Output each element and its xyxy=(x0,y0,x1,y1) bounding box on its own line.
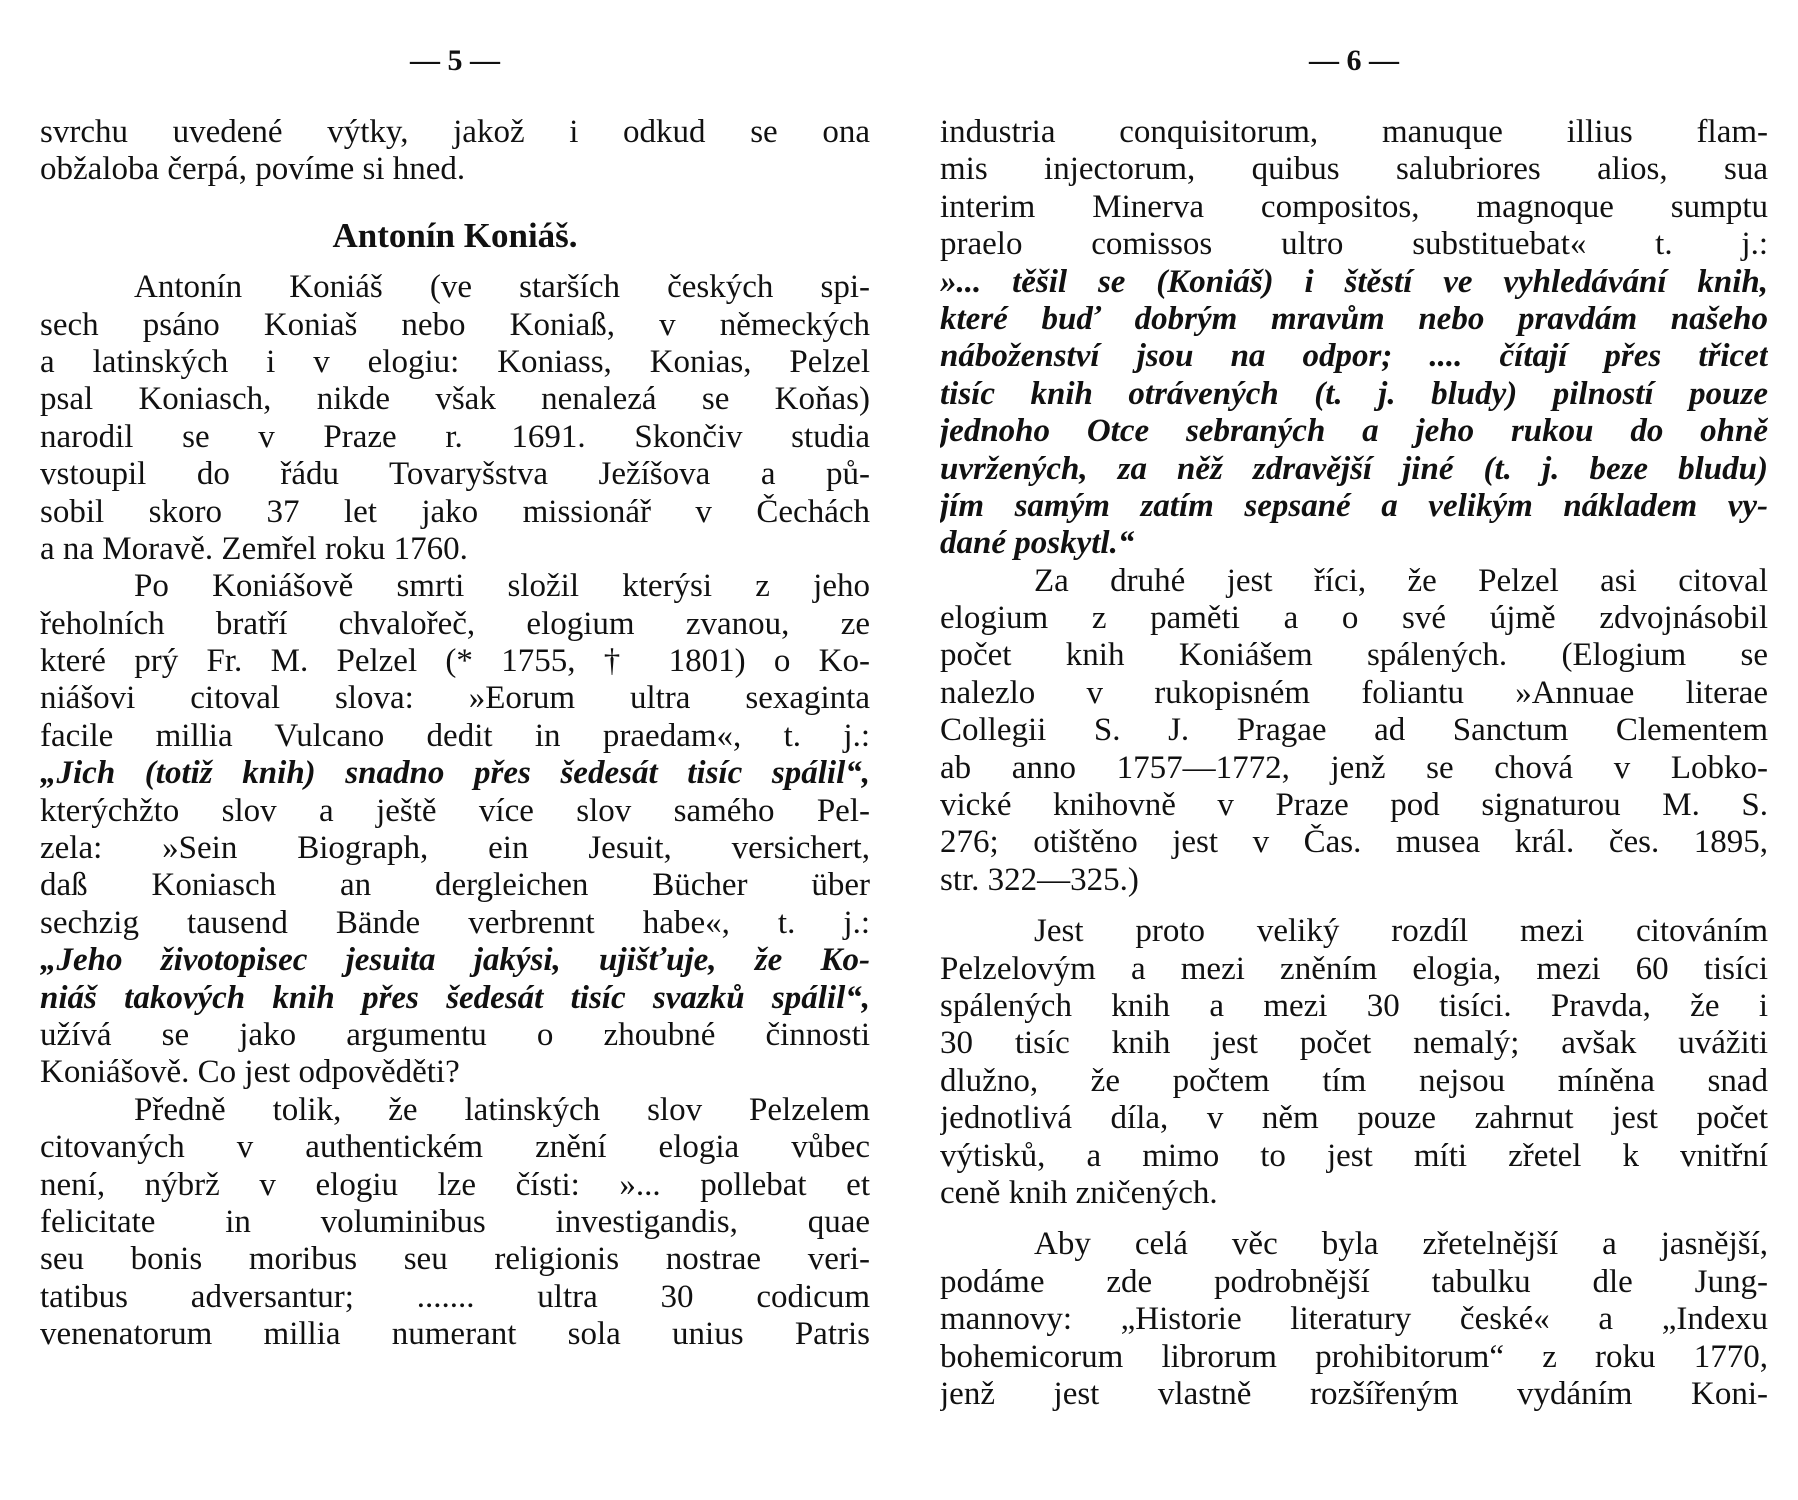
text-line: není, nýbrž v elogiu lze čísti: »... pollebat et xyxy=(40,1166,870,1203)
text-line: 30 tisíc knih jest počet nemalý; avšak uvážiti xyxy=(940,1025,1768,1062)
text-line xyxy=(940,413,1768,450)
text-line: Předně tolik, že latinských slov Pelzelem xyxy=(134,1091,870,1128)
text-line: str. 322—325.) xyxy=(940,861,1139,898)
text-line: a latinských i v elogiu: Koniass, Konias, Pelzel xyxy=(40,343,870,380)
text-line: tatibus adversantur; ....... ultra 30 codicum xyxy=(40,1278,870,1315)
text-line: řeholních bratří chvalořeč, elogium zvanou, ze xyxy=(40,605,870,642)
text-line: felicitate in voluminibus investigandis, quae xyxy=(40,1203,870,1240)
text-line xyxy=(40,942,870,979)
text-line: praelo comissos ultro substituebat« t. j.: xyxy=(940,226,1768,263)
text-line: citovaných v authentickém znění elogia vůbec xyxy=(40,1129,870,1166)
text-line: Collegii S. J. Pragae ad Sanctum Clementem xyxy=(940,712,1768,749)
italic-quote: uvržených, za něž zdravější jiné (t. j. beze bludu) xyxy=(940,450,1768,487)
text-line: 276; otištěno jest v Čas. musea král. čes. 1895, xyxy=(940,824,1768,861)
text-line xyxy=(940,525,1768,562)
text-line: niášovi citoval slova: »Eorum ultra sexaginta xyxy=(40,680,870,717)
text-line xyxy=(40,980,870,1017)
text-line: užívá se jako argumentu o zhoubné činnosti xyxy=(40,1016,870,1053)
text-line xyxy=(940,451,1768,488)
page-number: — 6 — xyxy=(1309,44,1399,77)
text-line: Za druhé jest říci, že Pelzel asi citoval xyxy=(1034,562,1768,599)
text-line xyxy=(40,755,870,792)
text-line xyxy=(940,488,1768,525)
text-line: interim Minerva compositos, magnoque sumptu xyxy=(940,188,1768,225)
text-line: industria conquisitorum, manuque illius flam- xyxy=(940,114,1768,150)
text-line: psal Koniasch, nikde však nenalezá se Koňas) xyxy=(40,381,870,418)
text-line: elogium z paměti a o své újmě zdvojnásobil xyxy=(940,600,1768,637)
text-line: sech psáno Koniaš nebo Koniaß, v německých xyxy=(40,306,870,343)
italic-quote: dané poskytl.“ xyxy=(940,525,1135,562)
right-page-text xyxy=(940,114,1768,1413)
text-line: vické knihovně v Praze pod signaturou M. S. xyxy=(940,787,1768,824)
italic-quote: niáš takových knih přes šedesát tisíc svazků spálil“, xyxy=(40,979,870,1016)
text-line: podáme zde podrobnější tabulku dle Jung- xyxy=(940,1263,1768,1300)
text-line xyxy=(940,376,1768,413)
text-line xyxy=(940,338,1768,375)
text-line: Aby celá věc byla zřetelnější a jasnější, xyxy=(1034,1226,1768,1263)
italic-quote: jím samým zatím sepsané a velikým nákladem vy- xyxy=(940,487,1768,524)
text-line: počet knih Koniášem spálených. (Elogium se xyxy=(940,637,1768,674)
page-number: — 5 — xyxy=(410,44,500,77)
text-line: jenž jest vlastně rozšířeným vydáním Koni- xyxy=(940,1375,1768,1412)
left-page-text xyxy=(40,114,870,1354)
text-line: výtisků, a mimo to jest míti zřetel k vnitřní xyxy=(940,1137,1768,1174)
text-line xyxy=(940,301,1768,338)
italic-quote: jednoho Otce sebraných a jeho rukou do ohně xyxy=(940,413,1768,450)
text-line: facile millia Vulcano dedit in praedam«, t. j.: xyxy=(40,717,870,754)
text-line: jednotlivá díla, v něm pouze zahrnut jest počet xyxy=(940,1100,1768,1137)
italic-quote: které buď dobrým mravům nebo pravdám našeho xyxy=(940,300,1768,337)
text-line: ab anno 1757—1772, jenž se chová v Lobko- xyxy=(940,749,1768,786)
text-line: sobil skoro 37 let jako missionář v Čechách xyxy=(40,493,870,530)
text-line: kterýchžto slov a ještě více slov samého Pel- xyxy=(40,792,870,829)
text-line: seu bonis moribus seu religionis nostrae veri- xyxy=(40,1241,870,1278)
text-line: obžaloba čerpá, povíme si hned. xyxy=(40,151,466,188)
text-line: bohemicorum librorum prohibitorum“ z roku 1770, xyxy=(940,1338,1768,1375)
text-line: a na Moravě. Zemřel roku 1760. xyxy=(40,530,468,567)
text-line xyxy=(940,264,1768,301)
text-line: dlužno, že počtem tím nejsou míněna snad xyxy=(940,1062,1768,1099)
text-line: vstoupil do řádu Tovaryšstva Ježíšova a pů- xyxy=(40,456,870,493)
text-line: zela: »Sein Biograph, ein Jesuit, versichert, xyxy=(40,830,870,867)
text-line: daß Koniasch an dergleichen Bücher über xyxy=(40,867,870,904)
text-line: venenatorum millia numerant sola unius Patris xyxy=(40,1316,870,1353)
text-line: ceně knih zničených. xyxy=(940,1174,1218,1211)
text-line: Antonín Koniáš (ve starších českých spi- xyxy=(134,269,870,306)
text-line: mis injectorum, quibus salubriores alios, sua xyxy=(940,151,1768,188)
text-line: které prý Fr. M. Pelzel (* 1755, † 1801) o Ko- xyxy=(40,643,870,680)
italic-quote: „Jeho životopisec jesuita jakýsi, ujišťuje, že Ko- xyxy=(40,942,870,979)
italic-quote: tisíc knih otrávených (t. j. bludy) pilností pouze xyxy=(940,375,1768,412)
text-line: mannovy: „Historie literatury české« a „Indexu xyxy=(940,1301,1768,1338)
text-line: Pelzelovým a mezi zněním elogia, mezi 60 tisíci xyxy=(940,950,1768,987)
italic-quote: náboženství jsou na odpor; .... čítají přes třicet xyxy=(940,338,1768,375)
text-line: nalezlo v rukopisném foliantu »Annuae literae xyxy=(940,674,1768,711)
text-line: spálených knih a mezi 30 tisíci. Pravda, že i xyxy=(940,987,1768,1024)
text-line: Jest proto veliký rozdíl mezi citováním xyxy=(1034,913,1768,950)
text-line: Po Koniášově smrti složil kterýsi z jeho xyxy=(134,568,870,605)
text-line: svrchu uvedené výtky, jakož i odkud se ona xyxy=(40,114,870,150)
text-line: Koniášově. Co jest odpověděti? xyxy=(40,1054,460,1091)
section-heading: Antonín Koniáš. xyxy=(332,216,578,255)
text-line: narodil se v Praze r. 1691. Skončiv studia xyxy=(40,418,870,455)
text-line: sechzig tausend Bände verbrennt habe«, t. j.: xyxy=(40,904,870,941)
italic-quote: „Jich (totiž knih) snadno přes šedesát tisíc spálil“, xyxy=(40,755,870,792)
italic-quote: »... těšil se (Koniáš) i štěstí ve vyhledávání knih, xyxy=(940,263,1768,300)
